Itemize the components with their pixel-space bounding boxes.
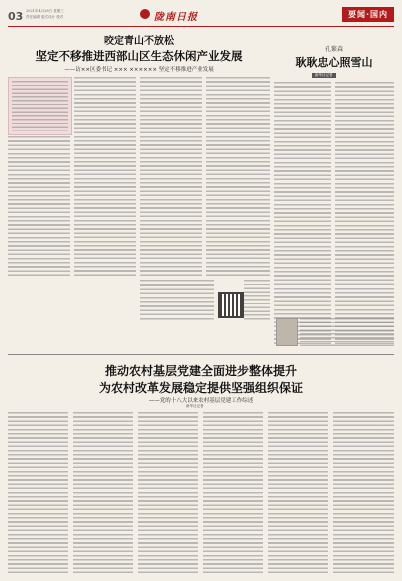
article2-col-2 — [335, 82, 394, 344]
qr-code-icon[interactable] — [218, 292, 244, 318]
article1-col-extra-1 — [140, 280, 214, 322]
article3-byline: 新华社记者 — [186, 404, 204, 408]
photo-portrait-icon — [276, 318, 298, 346]
article3-col-6 — [333, 412, 394, 574]
article1-col-2 — [74, 77, 136, 276]
date-line: 2021年4月28日 星期三 — [26, 9, 64, 13]
masthead-rule — [8, 26, 394, 27]
article2-kicker: 孔繁森 — [324, 46, 343, 53]
article2-byline: 新华社记者 — [312, 73, 336, 78]
masthead — [8, 6, 394, 28]
article1-col-1 — [8, 136, 70, 276]
article3-col-2 — [73, 412, 133, 574]
page-number: 03 — [8, 10, 24, 23]
article3 — [8, 360, 394, 576]
article3-col-1 — [8, 412, 68, 574]
article1 — [8, 30, 270, 278]
section-label: 要闻·国内 — [342, 7, 394, 22]
article2-caption — [300, 318, 394, 346]
section-divider — [8, 354, 394, 355]
article1-kicker: 咬定青山不放松 — [104, 36, 174, 47]
article3-col-5 — [268, 412, 328, 574]
article3-col-4 — [203, 412, 263, 574]
article1-title: 坚定不移推进西部山区生态休闲产业发展 — [35, 49, 243, 63]
article2 — [274, 30, 394, 348]
article2-title: 耿耿忠心照雪山 — [295, 56, 373, 69]
article1-subtitle: ——访××区委书记 ××× ×××××× 坚定不移推进产业发展 — [64, 67, 214, 73]
article1-col-4 — [206, 77, 270, 276]
masthead-logo: 陇南日报 — [154, 12, 198, 23]
article3-subtitle: ——党的十八大以来农村基层党建工作综述 — [148, 398, 254, 404]
article1-col-extra-2 — [244, 280, 270, 322]
article1-editor-note — [8, 77, 72, 135]
article3-col-3 — [138, 412, 198, 574]
article3-title-line1: 推动农村基层党建全面进步整体提升 — [104, 364, 297, 378]
logo-emblem-icon — [140, 9, 150, 19]
article3-title-line2: 为农村改革发展稳定提供坚强组织保证 — [98, 381, 303, 395]
article1-col-3 — [140, 77, 202, 276]
editor-line: 责任编辑 版式设计 校对 — [26, 15, 64, 19]
article2-col-1 — [274, 82, 331, 344]
